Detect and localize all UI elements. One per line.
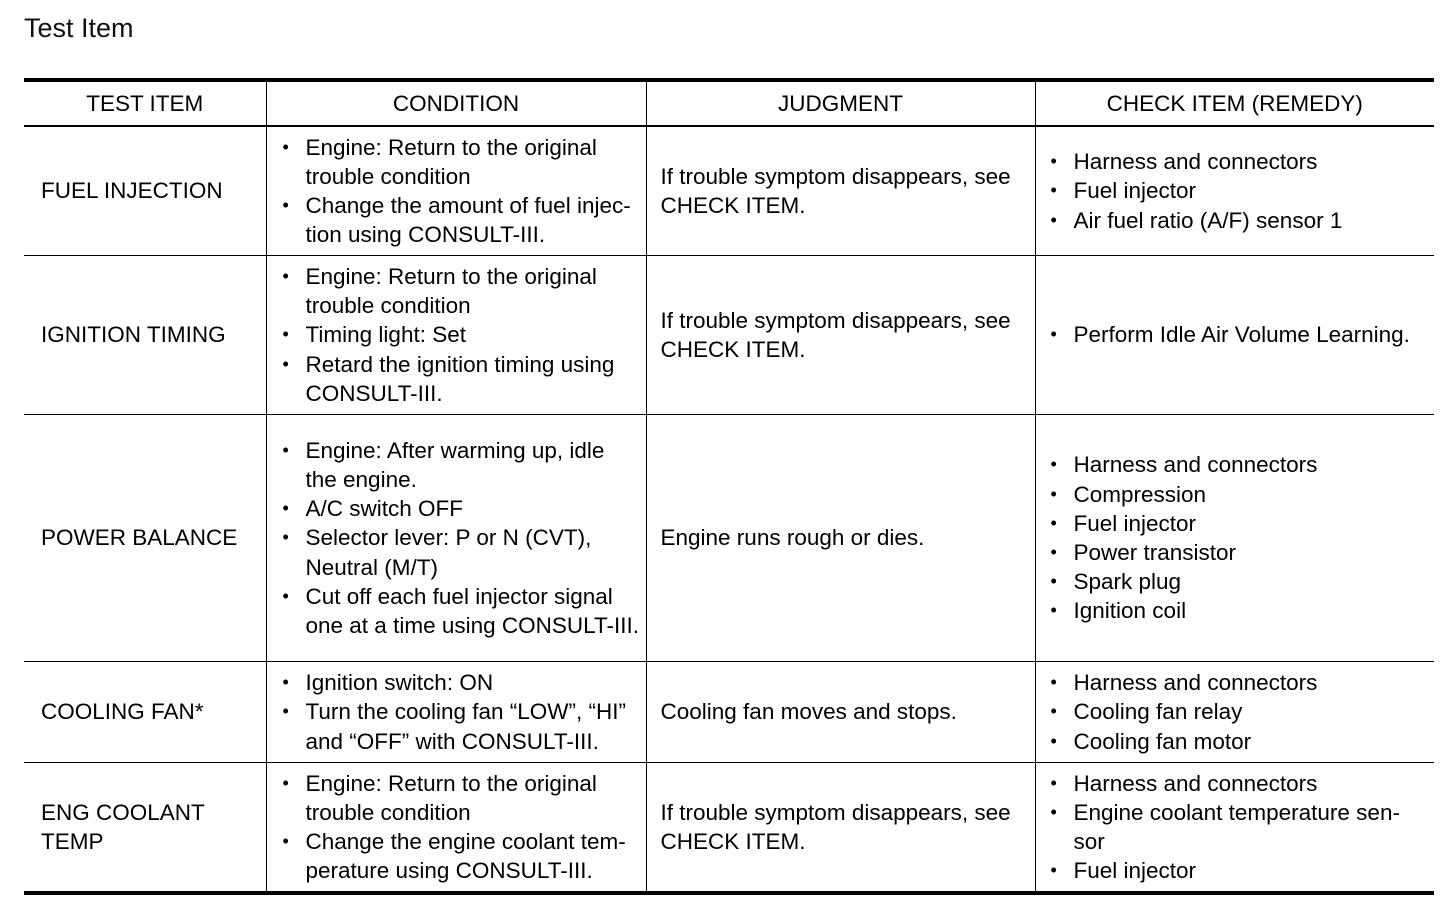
check-item-cell xyxy=(1035,126,1434,256)
condition-item: • Selector lever: P or N (CVT), Neutral (M/T) xyxy=(283,523,640,581)
condition-item: • Engine: Return to the original trouble condition xyxy=(283,262,640,320)
check-item: • Harness and connectors xyxy=(1051,668,1431,697)
test-item-cell: IGNITION TIMING xyxy=(24,256,266,415)
table-row xyxy=(24,126,1434,256)
table-row xyxy=(24,415,1434,662)
check-item: • Air fuel ratio (A/F) sensor 1 xyxy=(1051,206,1431,235)
test-item-table xyxy=(24,78,1434,895)
check-item-cell xyxy=(1035,662,1434,763)
condition-item: • Ignition switch: ON xyxy=(283,668,640,697)
header-judgment: JUDGMENT xyxy=(646,80,1035,126)
check-item-cell xyxy=(1035,415,1434,662)
condition-item: • Engine: Return to the original trouble condition xyxy=(283,769,640,827)
condition-cell xyxy=(266,415,646,662)
check-item: • Perform Idle Air Volume Learning. xyxy=(1051,320,1431,349)
check-item: • Engine coolant temperature sen-sor xyxy=(1051,798,1431,856)
check-item: • Harness and connectors xyxy=(1051,147,1431,176)
condition-cell xyxy=(266,256,646,415)
check-item: • Fuel injector xyxy=(1051,176,1431,205)
condition-cell xyxy=(266,763,646,894)
condition-cell xyxy=(266,662,646,763)
condition-item: • Change the engine coolant tem-perature using CONSULT-III. xyxy=(283,827,640,885)
condition-item: • Timing light: Set xyxy=(283,320,640,349)
test-item-cell: COOLING FAN* xyxy=(24,662,266,763)
header-check-item: CHECK ITEM (REMEDY) xyxy=(1035,80,1434,126)
check-item: • Harness and connectors xyxy=(1051,450,1431,479)
check-item: • Ignition coil xyxy=(1051,596,1431,625)
check-item: • Cooling fan relay xyxy=(1051,697,1431,726)
condition-item: • Engine: After warming up, idle the engine. xyxy=(283,436,640,494)
judgment-cell: Engine runs rough or dies. xyxy=(646,415,1035,662)
header-test-item: TEST ITEM xyxy=(24,80,266,126)
judgment-cell: If trouble symptom disappears, see CHECK ITEM. xyxy=(646,763,1035,894)
check-item: • Power transistor xyxy=(1051,538,1431,567)
judgment-cell: If trouble symptom disappears, see CHECK ITEM. xyxy=(646,256,1035,415)
check-item: • Compression xyxy=(1051,480,1431,509)
condition-item: • A/C switch OFF xyxy=(283,494,640,523)
check-item-cell xyxy=(1035,763,1434,894)
check-item: • Spark plug xyxy=(1051,567,1431,596)
table-row xyxy=(24,662,1434,763)
check-item: • Cooling fan motor xyxy=(1051,727,1431,756)
check-item: • Fuel injector xyxy=(1051,509,1431,538)
header-condition: CONDITION xyxy=(266,80,646,126)
test-item-cell: FUEL INJECTION xyxy=(24,126,266,256)
test-item-cell: ENG COOLANT TEMP xyxy=(24,763,266,894)
test-item-cell: POWER BALANCE xyxy=(24,415,266,662)
table-row xyxy=(24,763,1434,894)
check-item-cell xyxy=(1035,256,1434,415)
condition-item: • Engine: Return to the original trouble condition xyxy=(283,133,640,191)
check-item: • Fuel injector xyxy=(1051,856,1431,885)
condition-item: • Cut off each fuel injector signal one at a time using CONSULT-III. xyxy=(283,582,640,640)
condition-item: • Retard the ignition timing using CONSULT-III. xyxy=(283,350,640,408)
check-item: • Harness and connectors xyxy=(1051,769,1431,798)
condition-cell xyxy=(266,126,646,256)
judgment-cell: If trouble symptom disappears, see CHECK ITEM. xyxy=(646,126,1035,256)
condition-item: • Turn the cooling fan “LOW”, “HI” and “OFF” with CONSULT-III. xyxy=(283,697,640,755)
judgment-cell: Cooling fan moves and stops. xyxy=(646,662,1035,763)
table-row xyxy=(24,256,1434,415)
table-header-row xyxy=(24,80,1434,126)
page-title: Test Item xyxy=(24,13,134,43)
condition-item: • Change the amount of fuel injec-tion using CONSULT-III. xyxy=(283,191,640,249)
